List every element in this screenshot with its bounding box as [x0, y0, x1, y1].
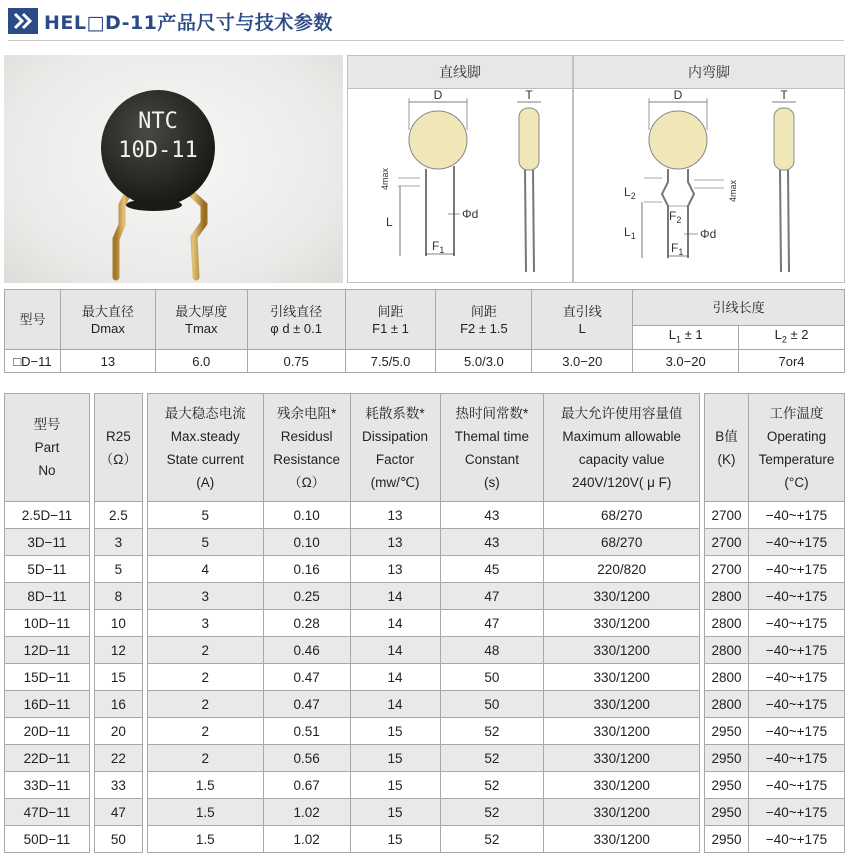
spec-cell-residual: 1.02 — [263, 826, 350, 853]
spec-cell-capacity: 330/1200 — [544, 583, 700, 610]
label-f2: $F_2$ — [669, 209, 682, 225]
spec-cell-thermal: 52 — [440, 826, 544, 853]
spec-cell-residual: 0.67 — [263, 772, 350, 799]
spec-cell-model: 15D−11 — [5, 664, 90, 691]
photo-text-ntc: NTC — [138, 109, 178, 134]
dims-header-lead: 引线长度 — [633, 290, 845, 326]
spec-cell-thermal: 47 — [440, 583, 544, 610]
label-d-bent: D — [673, 90, 683, 102]
spec-header-r25: R25 （Ω） — [94, 394, 142, 502]
spec-cell-dissipation: 15 — [350, 799, 440, 826]
spec-cell-bvalue: 2800 — [705, 610, 749, 637]
dims-cell-l: 3.0−20 — [532, 350, 633, 373]
spec-cell-r25: 22 — [94, 745, 142, 772]
spec-cell-bvalue: 2700 — [705, 556, 749, 583]
dims-cell-f2: 5.0/3.0 — [436, 350, 532, 373]
spec-cell-residual: 0.16 — [263, 556, 350, 583]
dimensions-table — [4, 289, 845, 373]
spec-cell-residual: 0.51 — [263, 718, 350, 745]
spec-cell-bvalue: 2950 — [705, 799, 749, 826]
spec-cell-dissipation: 13 — [350, 502, 440, 529]
spec-cell-temp: −40~+175 — [749, 529, 845, 556]
spec-cell-current: 3 — [147, 583, 263, 610]
dims-cell-l1: 3.0−20 — [633, 350, 739, 373]
spec-cell-capacity: 330/1200 — [544, 637, 700, 664]
product-photo — [4, 55, 343, 283]
label-t: T — [525, 90, 533, 102]
spec-header-capacity: 最大允许使用容量值 Maximum allowable capacity value 240V/120V( μ F) — [544, 394, 700, 502]
spec-cell-temp: −40~+175 — [749, 826, 845, 853]
spec-cell-dissipation: 15 — [350, 718, 440, 745]
spec-cell-bvalue: 2700 — [705, 502, 749, 529]
table-row — [5, 799, 845, 826]
table-row — [5, 502, 845, 529]
spec-cell-capacity: 330/1200 — [544, 664, 700, 691]
spec-header-residual: 残余电阻* Residusl Resistance （Ω） — [263, 394, 350, 502]
spec-cell-capacity: 330/1200 — [544, 799, 700, 826]
spec-cell-dissipation: 14 — [350, 664, 440, 691]
dims-cell-l2: 7or4 — [739, 350, 845, 373]
spec-cell-dissipation: 15 — [350, 826, 440, 853]
spec-cell-model: 12D−11 — [5, 637, 90, 664]
spec-cell-temp: −40~+175 — [749, 745, 845, 772]
spec-cell-capacity: 330/1200 — [544, 691, 700, 718]
spec-cell-capacity: 220/820 — [544, 556, 700, 583]
spec-cell-residual: 1.02 — [263, 799, 350, 826]
spec-cell-r25: 50 — [94, 826, 142, 853]
spec-cell-model: 16D−11 — [5, 691, 90, 718]
dims-header-l: 直引线 L — [532, 290, 633, 350]
label-f1: $F_1$ — [432, 239, 445, 255]
diagram-bent-title: 内弯脚 — [574, 56, 844, 89]
spec-cell-r25: 47 — [94, 799, 142, 826]
header-divider — [8, 40, 844, 41]
spec-cell-model: 47D−11 — [5, 799, 90, 826]
spec-cell-current: 2 — [147, 718, 263, 745]
diagram-straight-lead — [347, 55, 573, 283]
spec-cell-model: 10D−11 — [5, 610, 90, 637]
spec-cell-bvalue: 2800 — [705, 691, 749, 718]
spec-cell-r25: 8 — [94, 583, 142, 610]
spec-cell-thermal: 48 — [440, 637, 544, 664]
spec-cell-temp: −40~+175 — [749, 583, 845, 610]
table-row — [5, 718, 845, 745]
spec-cell-residual: 0.10 — [263, 502, 350, 529]
dims-cell-tmax: 6.0 — [155, 350, 247, 373]
spec-cell-bvalue: 2800 — [705, 664, 749, 691]
spec-table — [4, 393, 845, 853]
spec-cell-current: 2 — [147, 664, 263, 691]
spec-cell-r25: 3 — [94, 529, 142, 556]
spec-cell-model: 3D−11 — [5, 529, 90, 556]
spec-cell-current: 5 — [147, 502, 263, 529]
dims-cell-wire: 0.75 — [247, 350, 345, 373]
table-row — [5, 556, 845, 583]
spec-cell-temp: −40~+175 — [749, 610, 845, 637]
spec-cell-temp: −40~+175 — [749, 502, 845, 529]
spec-cell-current: 1.5 — [147, 826, 263, 853]
spec-cell-dissipation: 14 — [350, 583, 440, 610]
spec-cell-model: 22D−11 — [5, 745, 90, 772]
label-t-bent: T — [780, 90, 788, 102]
dims-header-tmax: 最大厚度 Tmax — [155, 290, 247, 350]
spec-cell-current: 3 — [147, 610, 263, 637]
spec-cell-model: 20D−11 — [5, 718, 90, 745]
label-f1-bent: $F_1$ — [671, 241, 684, 257]
spec-cell-r25: 12 — [94, 637, 142, 664]
spec-cell-capacity: 330/1200 — [544, 826, 700, 853]
table-row — [5, 826, 845, 853]
spec-cell-capacity: 330/1200 — [544, 745, 700, 772]
spec-header-current: 最大稳态电流 Max.steady State current (A) — [147, 394, 263, 502]
spec-cell-capacity: 330/1200 — [544, 718, 700, 745]
spec-cell-r25: 2.5 — [94, 502, 142, 529]
spec-cell-residual: 0.28 — [263, 610, 350, 637]
spec-cell-current: 4 — [147, 556, 263, 583]
spec-cell-bvalue: 2950 — [705, 826, 749, 853]
spec-cell-current: 2 — [147, 637, 263, 664]
dims-row — [5, 350, 845, 373]
spec-cell-thermal: 45 — [440, 556, 544, 583]
spec-cell-capacity: 330/1200 — [544, 610, 700, 637]
spec-cell-dissipation: 14 — [350, 637, 440, 664]
spec-cell-residual: 0.47 — [263, 691, 350, 718]
label-l: L — [386, 215, 393, 229]
label-l1: $L_1$ — [624, 225, 636, 241]
spec-header-thermal: 热时间常数* Themal time Constant (s) — [440, 394, 544, 502]
spec-header-dissipation: 耗散系数* Dissipation Factor (mw/℃) — [350, 394, 440, 502]
spec-cell-thermal: 50 — [440, 691, 544, 718]
dims-header-model: 型号 — [5, 290, 61, 350]
diagram-straight-title: 直线脚 — [348, 56, 572, 89]
label-phid: Φd — [462, 207, 479, 221]
spec-cell-model: 8D−11 — [5, 583, 90, 610]
page-header — [8, 7, 333, 35]
spec-cell-dissipation: 15 — [350, 772, 440, 799]
spec-cell-temp: −40~+175 — [749, 718, 845, 745]
spec-cell-temp: −40~+175 — [749, 637, 845, 664]
spec-cell-dissipation: 13 — [350, 556, 440, 583]
spec-cell-r25: 20 — [94, 718, 142, 745]
spec-cell-r25: 5 — [94, 556, 142, 583]
spec-cell-dissipation: 15 — [350, 745, 440, 772]
spec-cell-r25: 16 — [94, 691, 142, 718]
spec-cell-bvalue: 2950 — [705, 772, 749, 799]
spec-cell-dissipation: 14 — [350, 691, 440, 718]
spec-cell-temp: −40~+175 — [749, 664, 845, 691]
spec-cell-model: 2.5D−11 — [5, 502, 90, 529]
spec-header-model: 型号 Part No — [5, 394, 90, 502]
photo-text-model: 10D-11 — [118, 138, 198, 163]
label-4max-bent: 4max — [728, 179, 738, 202]
spec-cell-thermal: 52 — [440, 772, 544, 799]
spec-cell-bvalue: 2950 — [705, 745, 749, 772]
label-phid-bent: Φd — [700, 227, 717, 241]
spec-cell-dissipation: 13 — [350, 529, 440, 556]
spec-cell-dissipation: 14 — [350, 610, 440, 637]
table-row — [5, 583, 845, 610]
spec-cell-bvalue: 2800 — [705, 637, 749, 664]
spec-cell-current: 2 — [147, 691, 263, 718]
spec-cell-residual: 0.10 — [263, 529, 350, 556]
table-row — [5, 745, 845, 772]
spec-header-temp: 工作温度 Operating Temperature (°C) — [749, 394, 845, 502]
spec-cell-thermal: 52 — [440, 718, 544, 745]
spec-cell-temp: −40~+175 — [749, 691, 845, 718]
spec-cell-model: 50D−11 — [5, 826, 90, 853]
label-d: D — [433, 90, 443, 102]
spec-cell-temp: −40~+175 — [749, 772, 845, 799]
spec-cell-r25: 10 — [94, 610, 142, 637]
spec-cell-bvalue: 2700 — [705, 529, 749, 556]
spec-cell-thermal: 43 — [440, 529, 544, 556]
table-row — [5, 691, 845, 718]
dims-header-f2: 间距 F2 ± 1.5 — [436, 290, 532, 350]
spec-cell-residual: 0.25 — [263, 583, 350, 610]
label-l2: $L_2$ — [624, 185, 636, 201]
diagram-bent-lead — [573, 55, 845, 283]
dims-header-wire: 引线直径 φ d ± 0.1 — [247, 290, 345, 350]
table-row — [5, 529, 845, 556]
spec-cell-temp: −40~+175 — [749, 556, 845, 583]
spec-cell-model: 33D−11 — [5, 772, 90, 799]
spec-cell-thermal: 52 — [440, 799, 544, 826]
dims-cell-f1: 7.5/5.0 — [345, 350, 436, 373]
spec-cell-model: 5D−11 — [5, 556, 90, 583]
label-4max: 4max — [380, 167, 390, 190]
page-title: HEL□D-11产品尺寸与技术参数 — [44, 11, 333, 34]
table-row — [5, 610, 845, 637]
spec-cell-residual: 0.46 — [263, 637, 350, 664]
spec-cell-temp: −40~+175 — [749, 799, 845, 826]
spec-cell-residual: 0.56 — [263, 745, 350, 772]
dims-header-dmax: 最大直径 Dmax — [60, 290, 155, 350]
spec-cell-bvalue: 2800 — [705, 583, 749, 610]
spec-cell-capacity: 68/270 — [544, 529, 700, 556]
spec-cell-bvalue: 2950 — [705, 718, 749, 745]
table-row — [5, 772, 845, 799]
spec-cell-current: 5 — [147, 529, 263, 556]
dims-cell-model: □D−11 — [5, 350, 61, 373]
spec-cell-current: 2 — [147, 745, 263, 772]
spec-cell-current: 1.5 — [147, 772, 263, 799]
table-row — [5, 637, 845, 664]
spec-cell-capacity: 68/270 — [544, 502, 700, 529]
dims-header-l1: $L_1 \pm 1$ — [633, 326, 739, 350]
dims-header-f1: 间距 F1 ± 1 — [345, 290, 436, 350]
double-chevron-right-icon — [8, 8, 38, 34]
spec-cell-r25: 33 — [94, 772, 142, 799]
spec-cell-residual: 0.47 — [263, 664, 350, 691]
spec-cell-thermal: 52 — [440, 745, 544, 772]
spec-cell-thermal: 47 — [440, 610, 544, 637]
spec-cell-thermal: 50 — [440, 664, 544, 691]
spec-cell-capacity: 330/1200 — [544, 772, 700, 799]
spec-cell-r25: 15 — [94, 664, 142, 691]
dims-cell-dmax: 13 — [60, 350, 155, 373]
table-row — [5, 664, 845, 691]
spec-header-bvalue: B值 (K) — [705, 394, 749, 502]
spec-cell-thermal: 43 — [440, 502, 544, 529]
spec-cell-current: 1.5 — [147, 799, 263, 826]
dims-header-l2: $L_2 \pm 2$ — [739, 326, 845, 350]
